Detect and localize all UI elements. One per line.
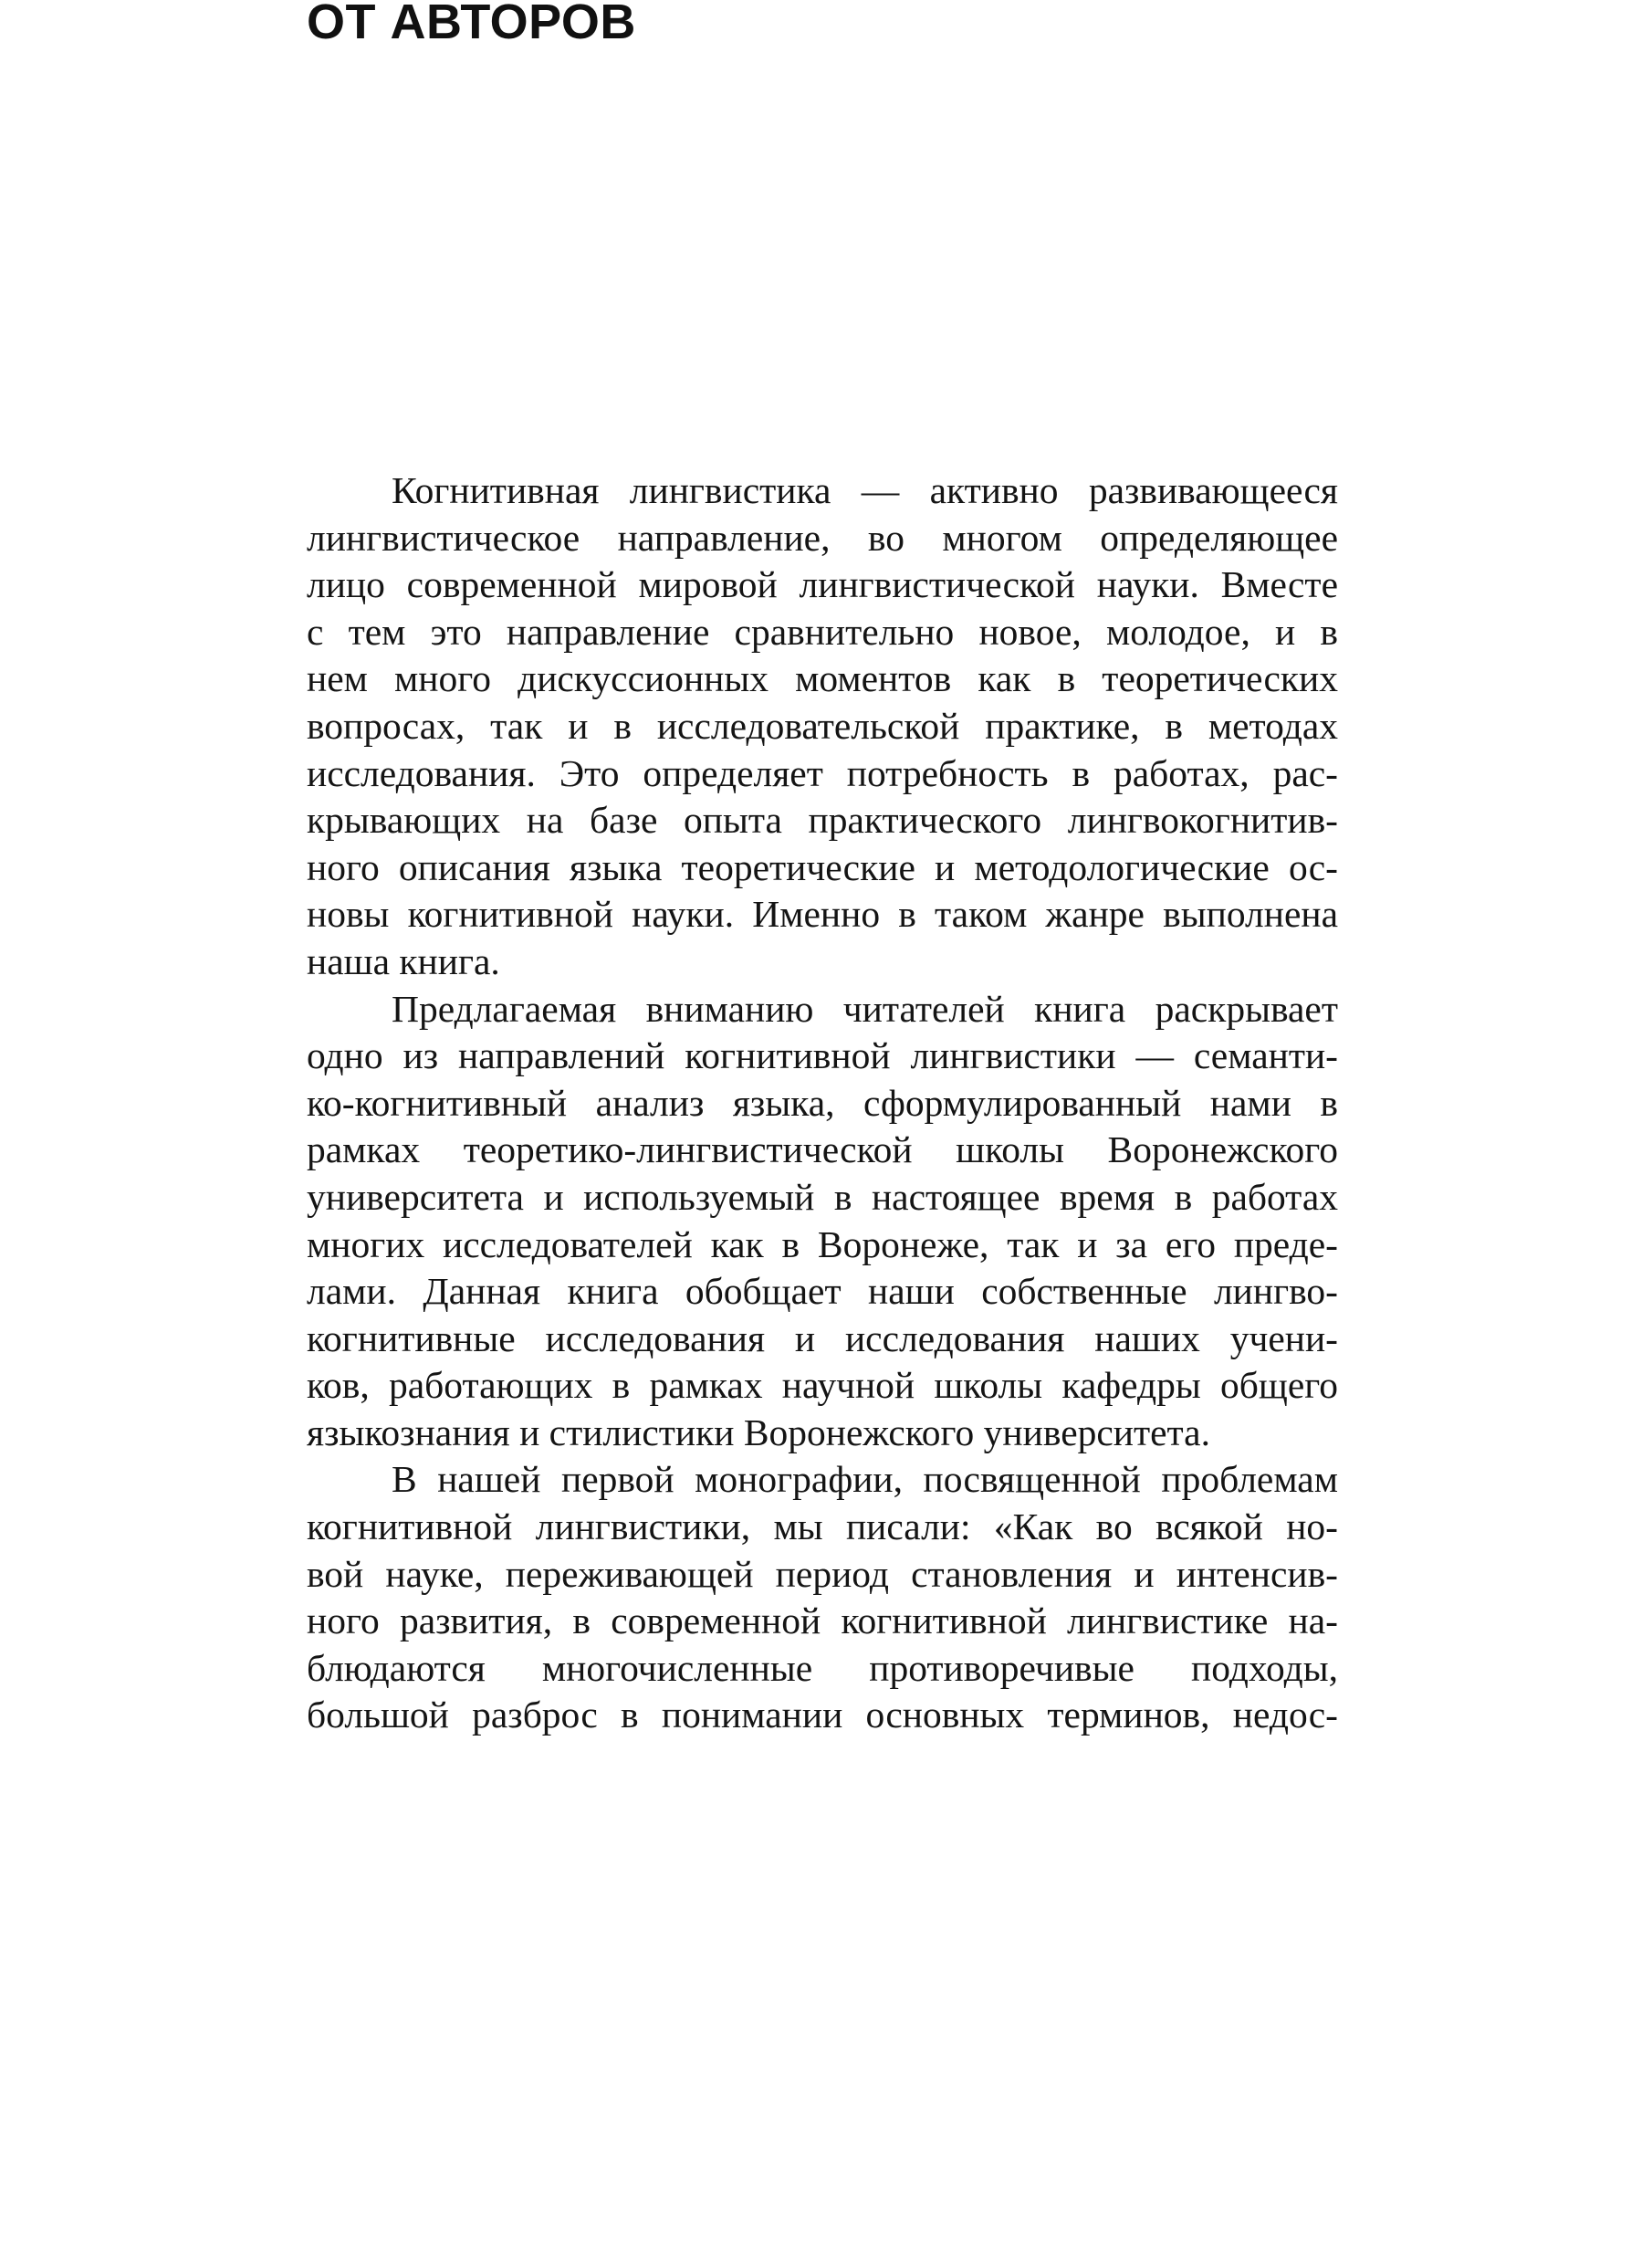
text-line: вой науке, переживающей период становления и интенсив- bbox=[307, 1552, 1338, 1595]
text-line: когнитивной лингвистики, мы писали: «Как во всякой но- bbox=[307, 1505, 1338, 1548]
page-heading: ОТ АВТОРОВ bbox=[307, 0, 636, 49]
text-line: ного развития, в современной когнитивной лингвистике на- bbox=[307, 1599, 1338, 1642]
text-line: В нашей первой монографии, посвященной проблемам bbox=[392, 1458, 1338, 1501]
text-line: нем много дискуссионных моментов как в теоретических bbox=[307, 657, 1338, 700]
text-line: лингвистическое направление, во многом определяющее bbox=[307, 516, 1338, 559]
text-line: университета и используемый в настоящее время в работах bbox=[307, 1175, 1338, 1218]
text-line: рамках теоретико-лингвистической школы Воронежского bbox=[307, 1128, 1338, 1171]
text-line: лами. Данная книга обобщает наши собственные лингво- bbox=[307, 1270, 1338, 1313]
text-line: одно из направлений когнитивной лингвистики — семанти- bbox=[307, 1034, 1338, 1077]
body-text bbox=[307, 467, 1338, 1739]
paragraph-2 bbox=[307, 986, 1338, 1457]
text-line: новы когнитивной науки. Именно в таком жанре выполнена bbox=[307, 893, 1338, 936]
text-line: ного описания языка теоретические и методологические ос- bbox=[307, 845, 1338, 888]
paragraph-1 bbox=[307, 467, 1338, 986]
text-line: языкознания и стилистики Воронежского университета. bbox=[307, 1411, 1210, 1453]
text-line: блюдаются многочисленные противоречивые подходы, bbox=[307, 1646, 1338, 1689]
text-line: большой разброс в понимании основных терминов, недос- bbox=[307, 1694, 1338, 1736]
text-line: ков, работающих в рамках научной школы кафедры общего bbox=[307, 1364, 1338, 1407]
text-line: лицо современной мировой лингвистической науки. Вместе bbox=[307, 563, 1338, 606]
text-line: Когнитивная лингвистика — активно развивающееся bbox=[392, 469, 1338, 511]
text-line: исследования. Это определяет потребность в работах, рас- bbox=[307, 751, 1338, 794]
text-line: Предлагаемая вниманию читателей книга раскрывает bbox=[392, 987, 1338, 1030]
paragraph-3 bbox=[307, 1456, 1338, 1739]
text-line: когнитивные исследования и исследования наших учени- bbox=[307, 1316, 1338, 1359]
text-line: многих исследователей как в Воронеже, так и за его преде- bbox=[307, 1222, 1338, 1265]
text-line: вопросах, так и в исследовательской практике, в методах bbox=[307, 704, 1338, 747]
text-line: с тем это направление сравнительно новое, молодое, и в bbox=[307, 610, 1338, 653]
text-line: крывающих на базе опыта практического лингвокогнитив- bbox=[307, 799, 1338, 842]
text-line: наша книга. bbox=[307, 939, 500, 982]
text-line: ко-когнитивный анализ языка, сформулированный нами в bbox=[307, 1081, 1338, 1124]
